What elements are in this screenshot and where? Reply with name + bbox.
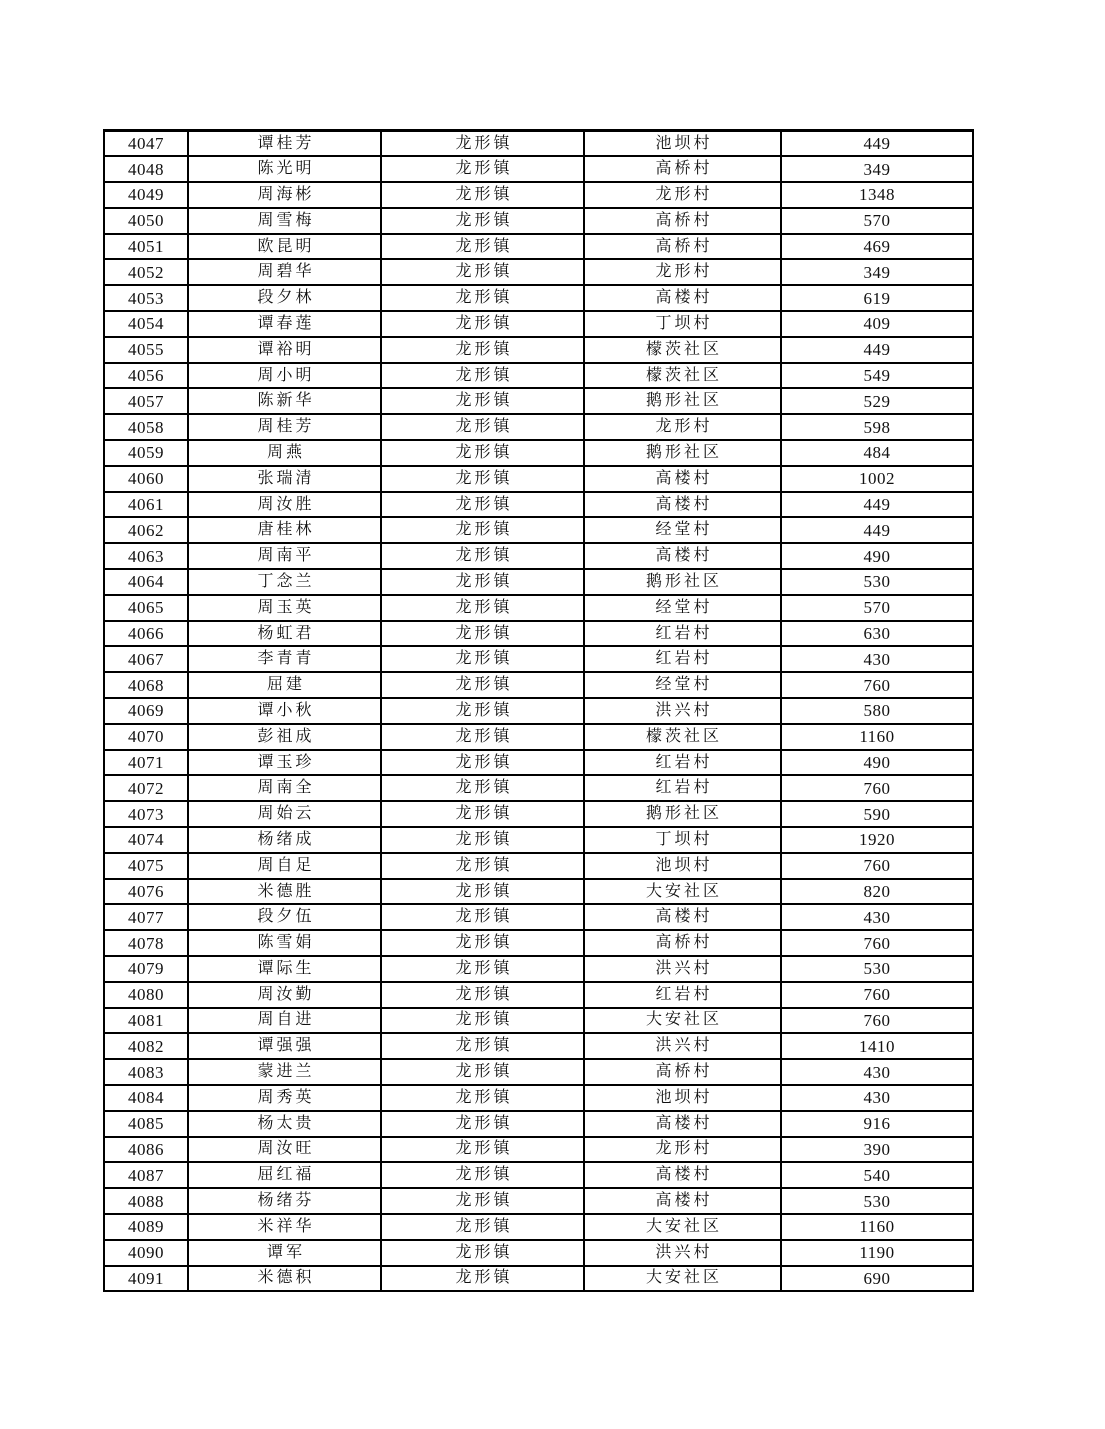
table-cell-town: 龙形镇 (381, 1059, 584, 1085)
table-cell-name: 谭军 (188, 1240, 381, 1266)
table-row (104, 1008, 973, 1034)
table-cell-name: 李青青 (188, 646, 381, 672)
table-cell-id: 4091 (104, 1266, 188, 1292)
table-cell-town: 龙形镇 (381, 1188, 584, 1214)
table-cell-id: 4062 (104, 517, 188, 543)
table-cell-amount: 1348 (781, 182, 973, 208)
table-cell-village: 高楼村 (584, 904, 781, 930)
table-cell-village: 高楼村 (584, 543, 781, 569)
table-cell-village: 红岩村 (584, 775, 781, 801)
table-cell-id: 4085 (104, 1111, 188, 1137)
table-cell-name: 彭祖成 (188, 724, 381, 750)
table-row (104, 1214, 973, 1240)
table-cell-village: 池坝村 (584, 1085, 781, 1111)
table-row (104, 982, 973, 1008)
table-row (104, 388, 973, 414)
table-cell-amount: 409 (781, 311, 973, 337)
table-cell-name: 欧昆明 (188, 234, 381, 260)
table-row (104, 724, 973, 750)
table-cell-id: 4082 (104, 1033, 188, 1059)
table-cell-amount: 630 (781, 621, 973, 647)
table-row (104, 1137, 973, 1163)
table-cell-town: 龙形镇 (381, 904, 584, 930)
table-cell-amount: 484 (781, 440, 973, 466)
table-cell-village: 高桥村 (584, 234, 781, 260)
table-cell-amount: 449 (781, 492, 973, 518)
table-cell-amount: 430 (781, 1085, 973, 1111)
table-row (104, 363, 973, 389)
table-cell-name: 杨绪芬 (188, 1188, 381, 1214)
table-cell-amount: 760 (781, 775, 973, 801)
table-cell-town: 龙形镇 (381, 930, 584, 956)
table-cell-village: 高桥村 (584, 156, 781, 182)
table-cell-town: 龙形镇 (381, 1137, 584, 1163)
table-cell-id: 4087 (104, 1162, 188, 1188)
table-row (104, 1240, 973, 1266)
table-cell-id: 4089 (104, 1214, 188, 1240)
table-cell-village: 鹅形社区 (584, 388, 781, 414)
table-cell-village: 洪兴村 (584, 1240, 781, 1266)
table-cell-village: 丁坝村 (584, 311, 781, 337)
table-cell-id: 4059 (104, 440, 188, 466)
table-cell-village: 经堂村 (584, 517, 781, 543)
table-cell-id: 4086 (104, 1137, 188, 1163)
table-cell-id: 4058 (104, 414, 188, 440)
table-cell-town: 龙形镇 (381, 750, 584, 776)
table-cell-name: 丁念兰 (188, 569, 381, 595)
table-cell-id: 4057 (104, 388, 188, 414)
table-cell-town: 龙形镇 (381, 1085, 584, 1111)
table-row (104, 414, 973, 440)
table-cell-id: 4070 (104, 724, 188, 750)
table-cell-name: 周秀英 (188, 1085, 381, 1111)
table-cell-id: 4067 (104, 646, 188, 672)
table-cell-amount: 490 (781, 750, 973, 776)
table-cell-amount: 390 (781, 1137, 973, 1163)
table-cell-village: 红岩村 (584, 646, 781, 672)
table-cell-id: 4075 (104, 853, 188, 879)
table-cell-village: 红岩村 (584, 750, 781, 776)
table-cell-town: 龙形镇 (381, 492, 584, 518)
table-row (104, 131, 973, 157)
table-row (104, 1111, 973, 1137)
table-cell-village: 高楼村 (584, 466, 781, 492)
table-cell-id: 4081 (104, 1008, 188, 1034)
table-cell-id: 4083 (104, 1059, 188, 1085)
table-cell-name: 谭春莲 (188, 311, 381, 337)
table-cell-town: 龙形镇 (381, 956, 584, 982)
table-cell-village: 龙形村 (584, 1137, 781, 1163)
table-cell-village: 池坝村 (584, 131, 781, 157)
table-cell-village: 檬茨社区 (584, 724, 781, 750)
table-cell-village: 龙形村 (584, 259, 781, 285)
table-cell-town: 龙形镇 (381, 259, 584, 285)
table-body (104, 131, 973, 1292)
table-cell-id: 4054 (104, 311, 188, 337)
table-cell-amount: 449 (781, 517, 973, 543)
table-cell-town: 龙形镇 (381, 879, 584, 905)
table-cell-id: 4076 (104, 879, 188, 905)
table-cell-village: 丁坝村 (584, 827, 781, 853)
table-cell-id: 4053 (104, 285, 188, 311)
table-cell-id: 4068 (104, 672, 188, 698)
table-cell-amount: 430 (781, 1059, 973, 1085)
table-cell-id: 4048 (104, 156, 188, 182)
table-cell-village: 高桥村 (584, 208, 781, 234)
table-cell-name: 米德胜 (188, 879, 381, 905)
table-cell-name: 周海彬 (188, 182, 381, 208)
table-cell-id: 4055 (104, 337, 188, 363)
table-cell-village: 经堂村 (584, 595, 781, 621)
table-cell-name: 张瑞清 (188, 466, 381, 492)
table-cell-name: 周自足 (188, 853, 381, 879)
table-cell-village: 檬茨社区 (584, 363, 781, 389)
table-row (104, 337, 973, 363)
table-row (104, 930, 973, 956)
table-cell-amount: 1160 (781, 1214, 973, 1240)
table-cell-village: 檬茨社区 (584, 337, 781, 363)
table-cell-town: 龙形镇 (381, 388, 584, 414)
table-cell-id: 4088 (104, 1188, 188, 1214)
table-cell-amount: 916 (781, 1111, 973, 1137)
table-cell-amount: 690 (781, 1266, 973, 1292)
table-cell-amount: 590 (781, 801, 973, 827)
table-cell-village: 大安社区 (584, 1266, 781, 1292)
table-row (104, 1085, 973, 1111)
table-cell-id: 4066 (104, 621, 188, 647)
table-row (104, 182, 973, 208)
table-cell-town: 龙形镇 (381, 1111, 584, 1137)
table-cell-amount: 349 (781, 156, 973, 182)
table-cell-village: 高楼村 (584, 1188, 781, 1214)
table-cell-amount: 449 (781, 337, 973, 363)
table-cell-name: 杨太贵 (188, 1111, 381, 1137)
table-cell-village: 洪兴村 (584, 956, 781, 982)
table-cell-town: 龙形镇 (381, 1214, 584, 1240)
table-cell-name: 谭玉珍 (188, 750, 381, 776)
table-cell-town: 龙形镇 (381, 1266, 584, 1292)
table-row (104, 750, 973, 776)
table-cell-town: 龙形镇 (381, 775, 584, 801)
table-cell-id: 4090 (104, 1240, 188, 1266)
table-cell-village: 鹅形社区 (584, 569, 781, 595)
table-cell-town: 龙形镇 (381, 440, 584, 466)
table-cell-town: 龙形镇 (381, 801, 584, 827)
table-cell-id: 4060 (104, 466, 188, 492)
table-cell-id: 4065 (104, 595, 188, 621)
table-cell-name: 谭际生 (188, 956, 381, 982)
table-cell-amount: 570 (781, 208, 973, 234)
table-cell-id: 4064 (104, 569, 188, 595)
table-cell-town: 龙形镇 (381, 466, 584, 492)
table-cell-name: 周汝勤 (188, 982, 381, 1008)
table-row (104, 621, 973, 647)
table-cell-village: 高桥村 (584, 930, 781, 956)
table-cell-amount: 449 (781, 131, 973, 157)
table-cell-town: 龙形镇 (381, 853, 584, 879)
table-cell-town: 龙形镇 (381, 337, 584, 363)
table-cell-amount: 760 (781, 930, 973, 956)
table-cell-amount: 549 (781, 363, 973, 389)
table-cell-id: 4074 (104, 827, 188, 853)
table-row (104, 801, 973, 827)
table-row (104, 853, 973, 879)
table-cell-town: 龙形镇 (381, 827, 584, 853)
table-cell-id: 4052 (104, 259, 188, 285)
table-cell-name: 谭裕明 (188, 337, 381, 363)
table-row (104, 208, 973, 234)
table-cell-amount: 570 (781, 595, 973, 621)
table-cell-village: 大安社区 (584, 1008, 781, 1034)
table-cell-name: 段夕伍 (188, 904, 381, 930)
table-cell-amount: 598 (781, 414, 973, 440)
table-cell-village: 龙形村 (584, 182, 781, 208)
table-cell-id: 4047 (104, 131, 188, 157)
table-cell-village: 红岩村 (584, 982, 781, 1008)
table-cell-name: 周碧华 (188, 259, 381, 285)
table-cell-id: 4050 (104, 208, 188, 234)
table-row (104, 1188, 973, 1214)
table-cell-town: 龙形镇 (381, 569, 584, 595)
table-cell-town: 龙形镇 (381, 414, 584, 440)
table-cell-town: 龙形镇 (381, 1008, 584, 1034)
table-cell-town: 龙形镇 (381, 156, 584, 182)
table-cell-id: 4084 (104, 1085, 188, 1111)
table-cell-name: 周南平 (188, 543, 381, 569)
table-cell-town: 龙形镇 (381, 543, 584, 569)
table-cell-village: 大安社区 (584, 1214, 781, 1240)
table-cell-name: 陈雪娟 (188, 930, 381, 956)
table-cell-village: 高楼村 (584, 1162, 781, 1188)
table-row (104, 956, 973, 982)
table-row (104, 234, 973, 260)
table-cell-name: 唐桂林 (188, 517, 381, 543)
table-cell-name: 杨虹君 (188, 621, 381, 647)
table-cell-amount: 619 (781, 285, 973, 311)
table-cell-amount: 540 (781, 1162, 973, 1188)
table-cell-town: 龙形镇 (381, 982, 584, 1008)
table-cell-town: 龙形镇 (381, 646, 584, 672)
table-cell-town: 龙形镇 (381, 621, 584, 647)
table-cell-id: 4063 (104, 543, 188, 569)
table-cell-name: 周桂芳 (188, 414, 381, 440)
table-cell-name: 屈建 (188, 672, 381, 698)
table-cell-village: 鹅形社区 (584, 801, 781, 827)
table-cell-town: 龙形镇 (381, 517, 584, 543)
table-row (104, 904, 973, 930)
table-cell-village: 高桥村 (584, 1059, 781, 1085)
table-row (104, 156, 973, 182)
table-cell-amount: 760 (781, 982, 973, 1008)
table-cell-name: 杨绪成 (188, 827, 381, 853)
table-cell-name: 蒙进兰 (188, 1059, 381, 1085)
table-cell-name: 周雪梅 (188, 208, 381, 234)
table-cell-amount: 349 (781, 259, 973, 285)
table-row (104, 1266, 973, 1292)
table-cell-id: 4051 (104, 234, 188, 260)
table-row (104, 672, 973, 698)
table-cell-town: 龙形镇 (381, 1162, 584, 1188)
table-row (104, 1059, 973, 1085)
table-cell-town: 龙形镇 (381, 672, 584, 698)
table-cell-village: 池坝村 (584, 853, 781, 879)
table-cell-town: 龙形镇 (381, 208, 584, 234)
table-cell-id: 4077 (104, 904, 188, 930)
table-row (104, 285, 973, 311)
table-cell-town: 龙形镇 (381, 285, 584, 311)
table-row (104, 698, 973, 724)
table-cell-name: 周小明 (188, 363, 381, 389)
table-cell-town: 龙形镇 (381, 698, 584, 724)
table-cell-name: 谭桂芳 (188, 131, 381, 157)
table-cell-village: 经堂村 (584, 672, 781, 698)
table-cell-amount: 1002 (781, 466, 973, 492)
table-row (104, 646, 973, 672)
table-cell-village: 大安社区 (584, 879, 781, 905)
table-cell-amount: 530 (781, 956, 973, 982)
table-cell-id: 4078 (104, 930, 188, 956)
table-cell-name: 谭强强 (188, 1033, 381, 1059)
table-cell-amount: 820 (781, 879, 973, 905)
table-cell-amount: 530 (781, 569, 973, 595)
table-row (104, 466, 973, 492)
table-row (104, 517, 973, 543)
table-cell-town: 龙形镇 (381, 234, 584, 260)
table-cell-amount: 760 (781, 1008, 973, 1034)
table-cell-amount: 760 (781, 672, 973, 698)
table-cell-id: 4080 (104, 982, 188, 1008)
table-cell-amount: 469 (781, 234, 973, 260)
table-cell-town: 龙形镇 (381, 1240, 584, 1266)
table-cell-town: 龙形镇 (381, 1033, 584, 1059)
table-cell-town: 龙形镇 (381, 724, 584, 750)
table-cell-amount: 1190 (781, 1240, 973, 1266)
table-cell-name: 周燕 (188, 440, 381, 466)
table-cell-name: 米德积 (188, 1266, 381, 1292)
table-cell-village: 洪兴村 (584, 698, 781, 724)
table-row (104, 543, 973, 569)
table-cell-town: 龙形镇 (381, 311, 584, 337)
table-row (104, 879, 973, 905)
table-cell-name: 周玉英 (188, 595, 381, 621)
table-cell-town: 龙形镇 (381, 595, 584, 621)
table-cell-amount: 1410 (781, 1033, 973, 1059)
table-cell-village: 高楼村 (584, 1111, 781, 1137)
table-cell-village: 洪兴村 (584, 1033, 781, 1059)
table-cell-amount: 580 (781, 698, 973, 724)
table-cell-id: 4071 (104, 750, 188, 776)
table-cell-village: 龙形村 (584, 414, 781, 440)
table-cell-id: 4061 (104, 492, 188, 518)
table-cell-name: 周自进 (188, 1008, 381, 1034)
table-cell-id: 4069 (104, 698, 188, 724)
table-cell-name: 米祥华 (188, 1214, 381, 1240)
table-row (104, 311, 973, 337)
table-cell-id: 4079 (104, 956, 188, 982)
table-row (104, 440, 973, 466)
table-row (104, 1033, 973, 1059)
table-cell-village: 鹅形社区 (584, 440, 781, 466)
table-row (104, 492, 973, 518)
table-cell-amount: 430 (781, 904, 973, 930)
table-cell-amount: 760 (781, 853, 973, 879)
table-row (104, 827, 973, 853)
table-cell-name: 周始云 (188, 801, 381, 827)
table-cell-amount: 530 (781, 1188, 973, 1214)
table-cell-town: 龙形镇 (381, 131, 584, 157)
table-cell-village: 高楼村 (584, 492, 781, 518)
table-cell-id: 4056 (104, 363, 188, 389)
table-cell-town: 龙形镇 (381, 182, 584, 208)
table-cell-amount: 430 (781, 646, 973, 672)
table-cell-village: 高楼村 (584, 285, 781, 311)
table-row (104, 569, 973, 595)
table-cell-id: 4072 (104, 775, 188, 801)
table-cell-amount: 1160 (781, 724, 973, 750)
table-cell-name: 周汝胜 (188, 492, 381, 518)
table-row (104, 775, 973, 801)
table-cell-name: 谭小秋 (188, 698, 381, 724)
table-cell-id: 4049 (104, 182, 188, 208)
table-cell-amount: 1920 (781, 827, 973, 853)
table-cell-village: 红岩村 (584, 621, 781, 647)
table-row (104, 1162, 973, 1188)
table-cell-name: 屈红福 (188, 1162, 381, 1188)
table-cell-name: 陈新华 (188, 388, 381, 414)
table-cell-name: 陈光明 (188, 156, 381, 182)
table-row (104, 595, 973, 621)
table-cell-name: 段夕林 (188, 285, 381, 311)
table-cell-amount: 529 (781, 388, 973, 414)
table-cell-amount: 490 (781, 543, 973, 569)
table-cell-town: 龙形镇 (381, 363, 584, 389)
table-cell-name: 周汝旺 (188, 1137, 381, 1163)
table-row (104, 259, 973, 285)
table-cell-name: 周南全 (188, 775, 381, 801)
table-cell-id: 4073 (104, 801, 188, 827)
roster-table (103, 129, 974, 1292)
